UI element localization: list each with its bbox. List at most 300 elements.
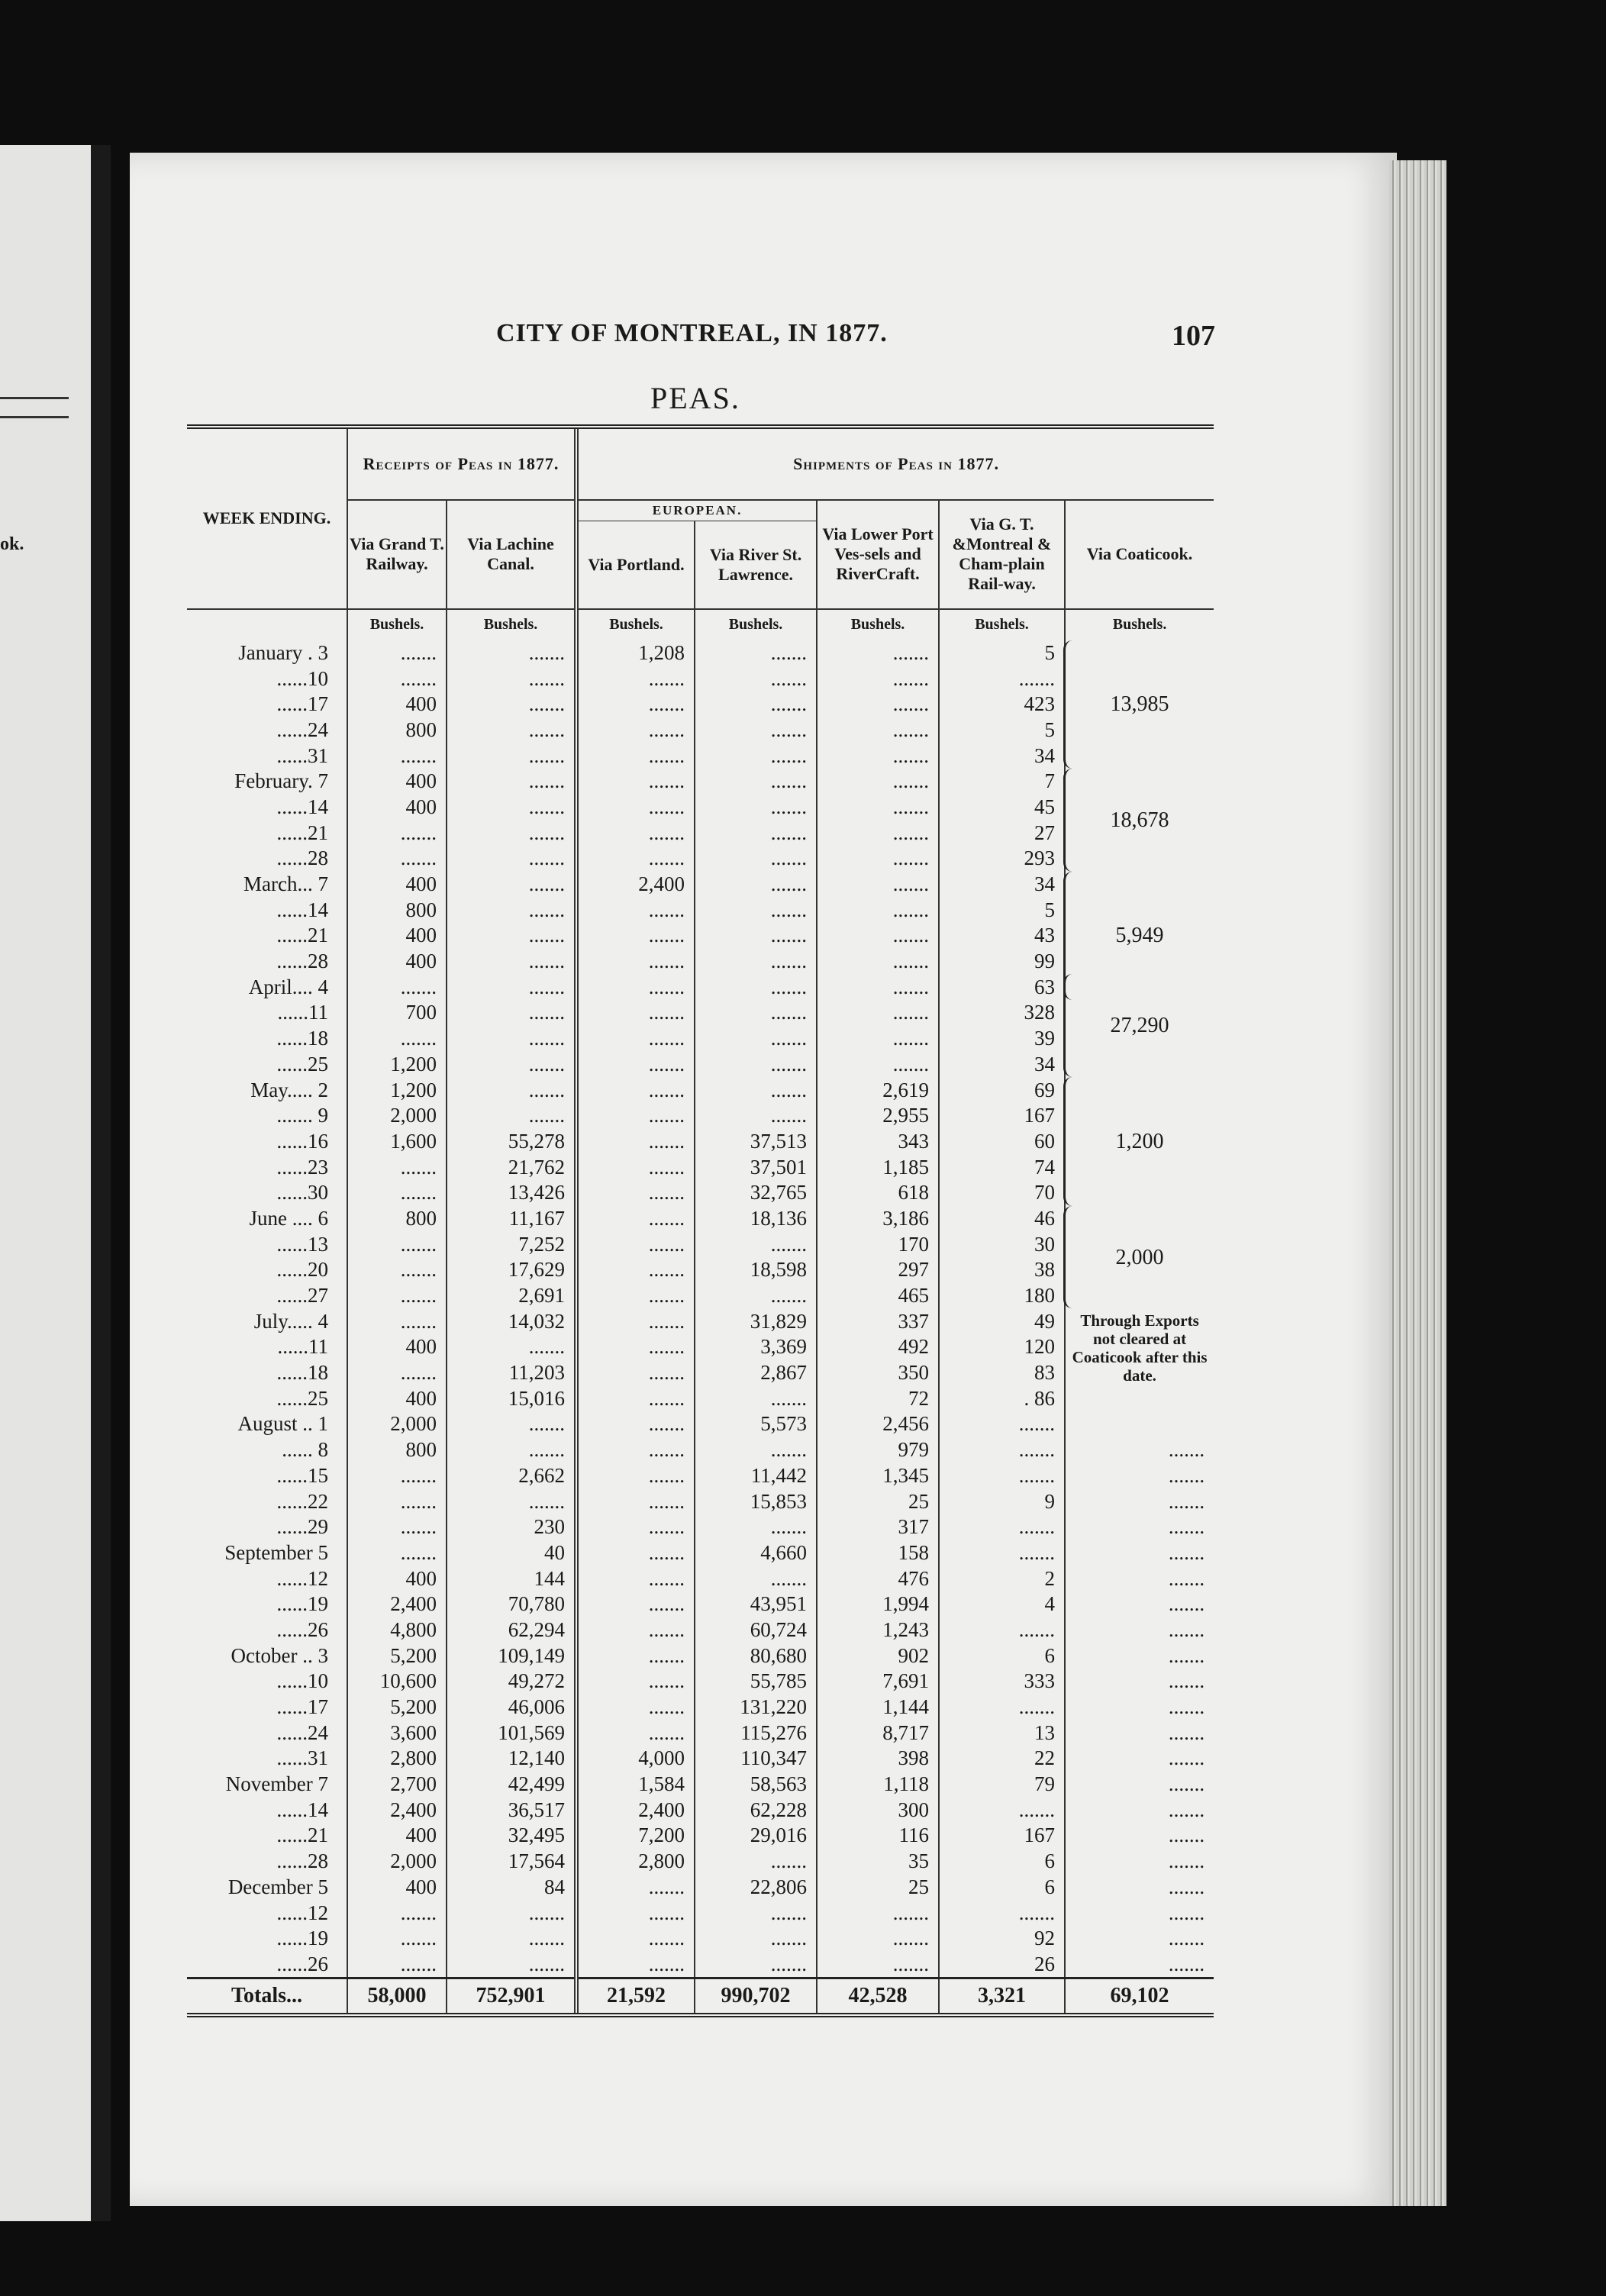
cell-gt-montreal: 423 <box>939 692 1065 718</box>
week-ending-cell: ......26 <box>276 1952 328 1975</box>
week-ending-cell: January . 3 <box>238 640 328 664</box>
table-row <box>187 1103 1214 1129</box>
cell-gt-montreal: 2 <box>939 1566 1065 1591</box>
unit-cell: Bushels. <box>695 609 817 640</box>
table-row <box>187 1952 1214 1978</box>
coaticook-group-value: 13,985 <box>1110 692 1169 717</box>
cell-river: 15,853 <box>695 1488 817 1514</box>
cell-coaticook <box>1065 1129 1214 1155</box>
cell-portland: ....... <box>576 1052 695 1078</box>
cell-river: 5,573 <box>695 1411 817 1437</box>
cell-lower-port: 35 <box>817 1849 939 1875</box>
cell-coaticook: ....... <box>1065 1849 1214 1875</box>
week-ending-cell: ....... 9 <box>276 1104 328 1127</box>
cell-river: ....... <box>695 1566 817 1591</box>
cell-coaticook: ....... <box>1065 1643 1214 1669</box>
cell-river: ....... <box>695 1385 817 1411</box>
cell-grand-trunk: 1,200 <box>347 1077 447 1103</box>
cell-lachine: 17,564 <box>447 1849 576 1875</box>
week-ending-cell: ......31 <box>276 1746 328 1770</box>
cell-lower-port: ....... <box>817 820 939 846</box>
week-ending-cell: ......19 <box>276 1927 328 1950</box>
unit-cell: Bushels. <box>447 609 576 640</box>
cell-coaticook <box>1065 974 1214 1038</box>
cell-lower-port: ....... <box>817 1952 939 1978</box>
cell-lachine: 70,780 <box>447 1591 576 1617</box>
unit-cell: Bushels. <box>939 609 1065 640</box>
cell-coaticook <box>1065 872 1214 948</box>
totals-label: Totals... <box>187 1978 347 2016</box>
cell-lachine: 84 <box>447 1875 576 1901</box>
week-ending-cell: ......13 <box>276 1232 328 1256</box>
cell-lachine: 42,499 <box>447 1772 576 1798</box>
cell-portland: ....... <box>576 1385 695 1411</box>
table-row <box>187 795 1214 821</box>
week-ending-cell: August .. 1 <box>237 1412 328 1436</box>
cell-gt-montreal: 9 <box>939 1488 1065 1514</box>
cell-gt-montreal: 34 <box>939 1052 1065 1078</box>
cell-gt-montreal: 60 <box>939 1129 1065 1155</box>
cell-lachine: 46,006 <box>447 1695 576 1720</box>
cell-river: ....... <box>695 897 817 923</box>
total-lower-port: 42,528 <box>817 1978 939 2016</box>
cell-lachine: ....... <box>447 1900 576 1926</box>
cell-lower-port: 476 <box>817 1566 939 1591</box>
cell-gt-montreal: 43 <box>939 923 1065 949</box>
table-row <box>187 1463 1214 1489</box>
cell-coaticook: ....... <box>1065 1823 1214 1849</box>
cell-grand-trunk: 5,200 <box>347 1695 447 1720</box>
cell-coaticook: ....... <box>1065 1437 1214 1463</box>
cell-river: 110,347 <box>695 1746 817 1772</box>
week-ending-cell: ......25 <box>276 1052 328 1075</box>
cell-lower-port: ....... <box>817 743 939 769</box>
column-header-portland: Via Portland. <box>576 521 695 609</box>
cell-lachine: ....... <box>447 923 576 949</box>
table-row <box>187 949 1214 975</box>
cell-coaticook <box>1065 692 1214 718</box>
cell-gt-montreal: ....... <box>939 1797 1065 1823</box>
cell-river: ....... <box>695 1231 817 1257</box>
cell-lachine: ....... <box>447 666 576 692</box>
unit-cell: Bushels. <box>817 609 939 640</box>
cell-portland: ....... <box>576 1900 695 1926</box>
cell-portland: ....... <box>576 692 695 718</box>
cell-coaticook <box>1065 1052 1214 1078</box>
cell-lower-port: 300 <box>817 1797 939 1823</box>
cell-gt-montreal: ....... <box>939 666 1065 692</box>
cell-coaticook: ....... <box>1065 1463 1214 1489</box>
cell-lachine: 11,203 <box>447 1360 576 1386</box>
cell-grand-trunk: 1,600 <box>347 1129 447 1155</box>
unit-cell: Bushels. <box>576 609 695 640</box>
cell-portland: ....... <box>576 1720 695 1746</box>
cell-lower-port: ....... <box>817 846 939 872</box>
cell-coaticook: ....... <box>1065 1720 1214 1746</box>
cell-grand-trunk: 800 <box>347 718 447 743</box>
cell-gt-montreal: 92 <box>939 1926 1065 1952</box>
cell-gt-montreal: 7 <box>939 769 1065 795</box>
cell-lachine: ....... <box>447 1052 576 1078</box>
week-ending-cell: ......11 <box>277 1001 328 1024</box>
cell-coaticook <box>1065 1334 1214 1360</box>
week-ending-cell: ......11 <box>277 1335 328 1359</box>
peas-table <box>187 424 1214 2017</box>
cell-gt-montreal: 6 <box>939 1875 1065 1901</box>
week-ending-cell: ......24 <box>276 1720 328 1744</box>
cell-coaticook <box>1065 1360 1214 1386</box>
cell-portland: ....... <box>576 1103 695 1129</box>
cell-gt-montreal: ....... <box>939 1411 1065 1437</box>
column-header-coaticook: Via Coaticook. <box>1065 500 1214 609</box>
cell-coaticook: ....... <box>1065 1746 1214 1772</box>
cell-lower-port: ....... <box>817 1926 939 1952</box>
cell-river: ....... <box>695 1926 817 1952</box>
cell-portland: ....... <box>576 923 695 949</box>
column-header-grand-trunk: Via Grand T. Railway. <box>347 500 447 609</box>
cell-river: 18,136 <box>695 1206 817 1232</box>
table-row <box>187 923 1214 949</box>
shipments-header: Shipments of Peas in 1877. <box>576 427 1214 500</box>
cell-river: ....... <box>695 923 817 949</box>
cell-gt-montreal: 38 <box>939 1257 1065 1283</box>
cell-grand-trunk: ....... <box>347 1540 447 1566</box>
cell-portland: ....... <box>576 1180 695 1206</box>
cell-portland: ....... <box>576 1952 695 1978</box>
table-row <box>187 1000 1214 1026</box>
cell-grand-trunk: ....... <box>347 1463 447 1489</box>
table-row <box>187 1695 1214 1720</box>
table-row <box>187 1077 1214 1103</box>
week-ending-cell: ......21 <box>276 924 328 947</box>
cell-portland: ....... <box>576 1437 695 1463</box>
cell-lower-port: ....... <box>817 1000 939 1026</box>
cell-coaticook <box>1065 795 1214 821</box>
cell-grand-trunk: 400 <box>347 769 447 795</box>
cell-gt-montreal: 74 <box>939 1154 1065 1180</box>
week-ending-cell: May..... 2 <box>250 1078 328 1101</box>
cell-lachine: ....... <box>447 1411 576 1437</box>
cell-lachine: 109,149 <box>447 1643 576 1669</box>
week-ending-cell: June .... 6 <box>249 1206 328 1230</box>
week-ending-cell: ......15 <box>276 1463 328 1487</box>
cell-grand-trunk: 2,700 <box>347 1772 447 1798</box>
week-ending-cell: ......23 <box>276 1155 328 1179</box>
cell-coaticook: ....... <box>1065 1617 1214 1643</box>
cell-grand-trunk: ....... <box>347 666 447 692</box>
cell-gt-montreal: 39 <box>939 1026 1065 1052</box>
cell-grand-trunk: ....... <box>347 820 447 846</box>
cell-grand-trunk: 2,400 <box>347 1591 447 1617</box>
cell-lower-port: 979 <box>817 1437 939 1463</box>
cell-portland: ....... <box>576 769 695 795</box>
cell-grand-trunk: ....... <box>347 640 447 666</box>
week-ending-cell: November 7 <box>225 1772 328 1796</box>
cell-grand-trunk: 400 <box>347 1566 447 1591</box>
week-ending-cell: ......16 <box>276 1129 328 1153</box>
cell-lachine: ....... <box>447 949 576 975</box>
cell-portland: 1,584 <box>576 1772 695 1798</box>
cell-lachine: ....... <box>447 1926 576 1952</box>
cell-lachine: ....... <box>447 897 576 923</box>
cell-gt-montreal: 293 <box>939 846 1065 872</box>
week-ending-cell: ......28 <box>276 950 328 973</box>
coaticook-group-value: 27,290 <box>1110 1014 1169 1038</box>
adjacent-page-rule <box>0 416 69 418</box>
cell-gt-montreal: ....... <box>939 1540 1065 1566</box>
cell-grand-trunk: 700 <box>347 1000 447 1026</box>
unit-cell: Bushels. <box>347 609 447 640</box>
cell-river: 37,513 <box>695 1129 817 1155</box>
table-row <box>187 743 1214 769</box>
cell-lower-port: 1,243 <box>817 1617 939 1643</box>
cell-grand-trunk: 4,800 <box>347 1617 447 1643</box>
table-row <box>187 640 1214 666</box>
cell-river: 22,806 <box>695 1875 817 1901</box>
cell-grand-trunk: ....... <box>347 1488 447 1514</box>
cell-portland: ....... <box>576 795 695 821</box>
week-ending-cell: ......18 <box>276 1027 328 1050</box>
cell-lower-port: 8,717 <box>817 1720 939 1746</box>
cell-coaticook: ....... <box>1065 1669 1214 1695</box>
cell-lower-port: 2,619 <box>817 1077 939 1103</box>
cell-portland: ....... <box>576 1231 695 1257</box>
cell-gt-montreal: 46 <box>939 1206 1065 1232</box>
table-title: PEAS. <box>650 381 740 415</box>
cell-coaticook <box>1065 820 1214 846</box>
cell-lower-port: ....... <box>817 795 939 821</box>
table-row <box>187 1437 1214 1463</box>
cell-river: 80,680 <box>695 1643 817 1669</box>
cell-river: 31,829 <box>695 1308 817 1334</box>
week-ending-cell: March... 7 <box>243 872 328 896</box>
cell-lachine: 2,691 <box>447 1283 576 1309</box>
cell-portland: ....... <box>576 1360 695 1386</box>
cell-river: 3,369 <box>695 1334 817 1360</box>
table-row <box>187 1129 1214 1155</box>
running-head: CITY OF MONTREAL, IN 1877. <box>496 319 888 347</box>
cell-gt-montreal: 13 <box>939 1720 1065 1746</box>
cell-river: ....... <box>695 872 817 898</box>
cell-portland: ....... <box>576 1334 695 1360</box>
week-ending-cell: ......17 <box>276 1695 328 1719</box>
cell-lachine: 55,278 <box>447 1129 576 1155</box>
cell-lower-port: 902 <box>817 1643 939 1669</box>
cell-gt-montreal: 167 <box>939 1103 1065 1129</box>
cell-gt-montreal: 99 <box>939 949 1065 975</box>
table-row <box>187 1823 1214 1849</box>
week-ending-cell: ......30 <box>276 1181 328 1204</box>
week-ending-cell: ......18 <box>276 1361 328 1385</box>
cell-portland: ....... <box>576 897 695 923</box>
total-lachine: 752,901 <box>447 1978 576 2016</box>
cell-lachine: 40 <box>447 1540 576 1566</box>
cell-portland: ....... <box>576 1514 695 1540</box>
cell-lower-port: 398 <box>817 1746 939 1772</box>
cell-lower-port: 158 <box>817 1540 939 1566</box>
cell-lachine: ....... <box>447 872 576 898</box>
cell-grand-trunk: ....... <box>347 1308 447 1334</box>
table-row <box>187 846 1214 872</box>
cell-lachine: ....... <box>447 1103 576 1129</box>
cell-river: ....... <box>695 666 817 692</box>
cell-lower-port: 2,955 <box>817 1103 939 1129</box>
cell-grand-trunk: ....... <box>347 1952 447 1978</box>
cell-lachine: 13,426 <box>447 1180 576 1206</box>
cell-coaticook: ....... <box>1065 1695 1214 1720</box>
table-row <box>187 1643 1214 1669</box>
table-row <box>187 1283 1214 1309</box>
cell-grand-trunk: 400 <box>347 795 447 821</box>
total-river: 990,702 <box>695 1978 817 2016</box>
cell-gt-montreal: 63 <box>939 974 1065 1000</box>
total-grand-trunk: 58,000 <box>347 1978 447 2016</box>
cell-river: 60,724 <box>695 1617 817 1643</box>
cell-lower-port: 1,185 <box>817 1154 939 1180</box>
cell-grand-trunk: 400 <box>347 692 447 718</box>
cell-river: ....... <box>695 692 817 718</box>
cell-gt-montreal: 34 <box>939 872 1065 898</box>
cell-portland: 2,400 <box>576 872 695 898</box>
week-ending-cell: July..... 4 <box>253 1309 328 1333</box>
table-row <box>187 1720 1214 1746</box>
cell-grand-trunk: 400 <box>347 1823 447 1849</box>
cell-portland: ....... <box>576 820 695 846</box>
week-ending-cell: ......28 <box>276 1849 328 1873</box>
cell-lachine: 11,167 <box>447 1206 576 1232</box>
cell-coaticook <box>1065 923 1214 949</box>
cell-gt-montreal: 83 <box>939 1360 1065 1386</box>
cell-lachine: 230 <box>447 1514 576 1540</box>
week-ending-cell: ......10 <box>276 1669 328 1693</box>
cell-lower-port: ....... <box>817 640 939 666</box>
cell-coaticook: ....... <box>1065 1540 1214 1566</box>
cell-river: 115,276 <box>695 1720 817 1746</box>
cell-coaticook: ....... <box>1065 1900 1214 1926</box>
table-row <box>187 1540 1214 1566</box>
cell-lachine: 101,569 <box>447 1720 576 1746</box>
cell-gt-montreal: . 86 <box>939 1385 1065 1411</box>
total-portland: 21,592 <box>576 1978 695 2016</box>
coaticook-group-value: 5,949 <box>1115 924 1164 948</box>
column-header-lower-port: Via Lower Port Ves-sels and RiverCraft. <box>817 500 939 609</box>
cell-portland: ....... <box>576 1643 695 1669</box>
cell-portland: ....... <box>576 1154 695 1180</box>
cell-portland: ....... <box>576 1283 695 1309</box>
cell-lower-port: ....... <box>817 718 939 743</box>
column-header-gt-montreal: Via G. T. &Montreal & Cham-plain Rail-way. <box>939 500 1065 609</box>
cell-portland: ....... <box>576 1129 695 1155</box>
table-row <box>187 1746 1214 1772</box>
cell-river: ....... <box>695 1026 817 1052</box>
cell-lower-port: ....... <box>817 949 939 975</box>
cell-grand-trunk: ....... <box>347 1257 447 1283</box>
cell-river: ....... <box>695 795 817 821</box>
week-ending-cell: ......31 <box>276 743 328 767</box>
cell-coaticook <box>1065 1180 1214 1206</box>
cell-portland: 1,208 <box>576 640 695 666</box>
european-header: EUROPEAN. <box>576 500 817 521</box>
table-row <box>187 769 1214 795</box>
cell-lower-port: 1,144 <box>817 1695 939 1720</box>
adjacent-page-text: ok. <box>0 534 24 554</box>
cell-gt-montreal: 70 <box>939 1180 1065 1206</box>
cell-lachine: 17,629 <box>447 1257 576 1283</box>
table-row <box>187 666 1214 692</box>
cell-river: 29,016 <box>695 1823 817 1849</box>
cell-grand-trunk: 400 <box>347 1334 447 1360</box>
cell-lower-port: ....... <box>817 692 939 718</box>
cell-grand-trunk: 2,000 <box>347 1103 447 1129</box>
cell-lower-port: ....... <box>817 872 939 898</box>
cell-lachine: ....... <box>447 974 576 1000</box>
cell-gt-montreal: ....... <box>939 1514 1065 1540</box>
cell-lachine: ....... <box>447 795 576 821</box>
cell-portland: ....... <box>576 1077 695 1103</box>
week-ending-cell: ......21 <box>276 1824 328 1847</box>
cell-grand-trunk: 400 <box>347 1875 447 1901</box>
cell-grand-trunk: ....... <box>347 1026 447 1052</box>
week-ending-cell: October .. 3 <box>231 1643 328 1667</box>
cell-lower-port: 3,186 <box>817 1206 939 1232</box>
cell-coaticook <box>1065 1411 1214 1437</box>
cell-lachine: ....... <box>447 640 576 666</box>
cell-coaticook <box>1065 1385 1214 1411</box>
cell-gt-montreal: 45 <box>939 795 1065 821</box>
cell-gt-montreal: 69 <box>939 1077 1065 1103</box>
cell-lower-port: 465 <box>817 1283 939 1309</box>
cell-portland: ....... <box>576 1669 695 1695</box>
cell-portland: ....... <box>576 949 695 975</box>
cell-grand-trunk: 5,200 <box>347 1643 447 1669</box>
cell-grand-trunk: 2,000 <box>347 1411 447 1437</box>
cell-river: 43,951 <box>695 1591 817 1617</box>
cell-portland: ....... <box>576 1026 695 1052</box>
cell-lachine: ....... <box>447 846 576 872</box>
cell-lower-port: 1,994 <box>817 1591 939 1617</box>
cell-coaticook: ....... <box>1065 1488 1214 1514</box>
cell-grand-trunk: 2,400 <box>347 1797 447 1823</box>
cell-river: ....... <box>695 718 817 743</box>
cell-river: 2,867 <box>695 1360 817 1386</box>
table-row <box>187 1026 1214 1052</box>
week-ending-cell: ......20 <box>276 1258 328 1282</box>
cell-river: 32,765 <box>695 1180 817 1206</box>
cell-river: ....... <box>695 1052 817 1078</box>
coaticook-note: Through Exports not cleared at Coaticook after this date. <box>1072 1311 1208 1385</box>
cell-lower-port: ....... <box>817 769 939 795</box>
cell-coaticook <box>1065 1283 1214 1309</box>
cell-river: ....... <box>695 1103 817 1129</box>
cell-gt-montreal: 5 <box>939 718 1065 743</box>
column-header-river: Via River St. Lawrence. <box>695 521 817 609</box>
table-row <box>187 872 1214 898</box>
cell-lachine: ....... <box>447 820 576 846</box>
cell-river: ....... <box>695 769 817 795</box>
cell-grand-trunk: 2,800 <box>347 1746 447 1772</box>
cell-lachine: 32,495 <box>447 1823 576 1849</box>
table-row <box>187 1849 1214 1875</box>
cell-portland: ....... <box>576 1875 695 1901</box>
cell-lower-port: 1,118 <box>817 1772 939 1798</box>
table-row <box>187 1488 1214 1514</box>
table-row <box>187 1385 1214 1411</box>
week-ending-cell: ......14 <box>276 898 328 921</box>
cell-grand-trunk: 400 <box>347 923 447 949</box>
cell-lower-port: ....... <box>817 923 939 949</box>
cell-lachine: 49,272 <box>447 1669 576 1695</box>
cell-lower-port: 25 <box>817 1875 939 1901</box>
